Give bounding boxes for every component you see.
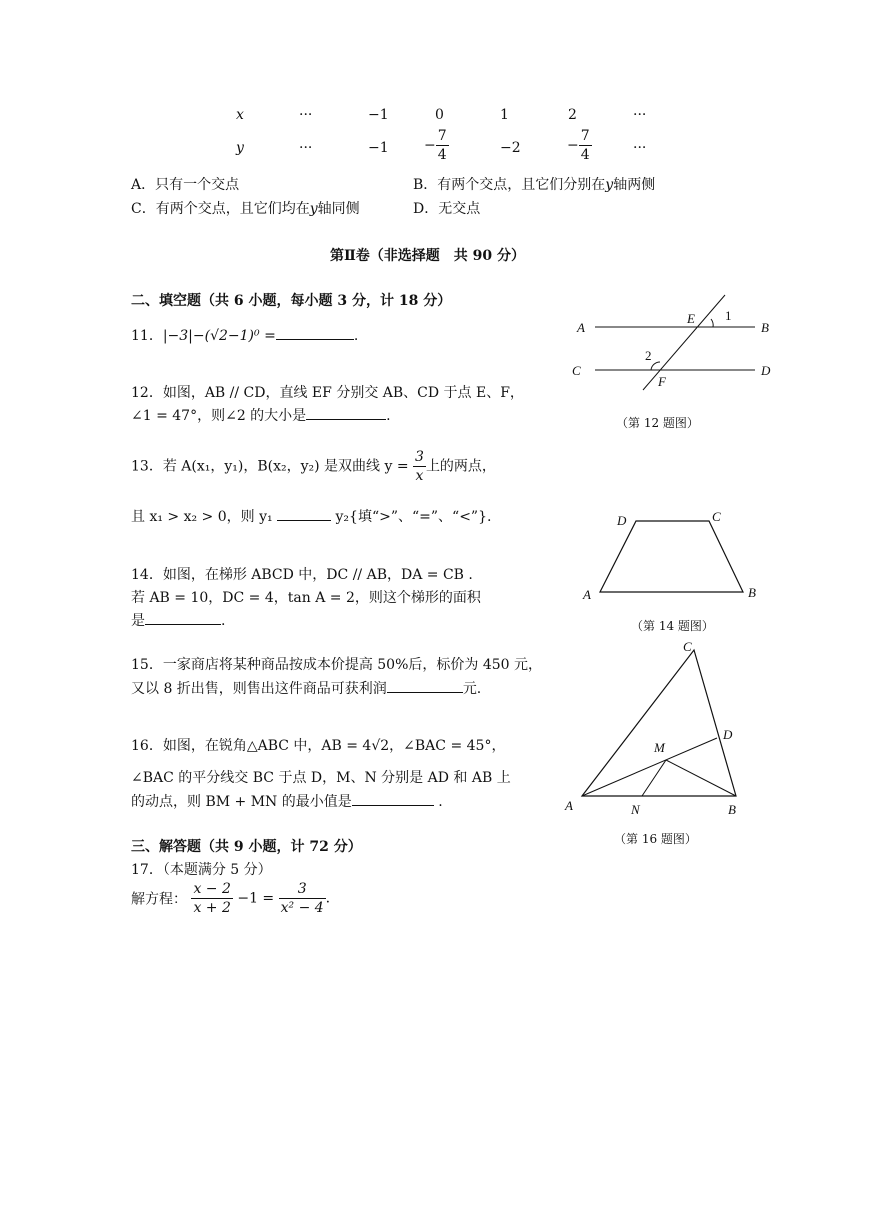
- label-n: N: [631, 802, 640, 817]
- section3-title: 三、解答题（共 9 小题，计 72 分）: [131, 839, 362, 855]
- q17-equation: [131, 882, 330, 915]
- q13-line2-text: 且 x₁ > x₂ > 0，则 y₁: [131, 509, 273, 525]
- q17-f1-den: x + 2: [193, 900, 231, 916]
- q13-frac-den: x: [415, 468, 424, 484]
- choice-b-text: B．有两个交点，且它们分别在: [413, 177, 606, 193]
- label-m: M: [654, 740, 665, 755]
- q16-line1: 16．如图，在锐角△ABC 中，AB = 4√2，∠BAC = 45°，: [131, 738, 506, 754]
- label-angle-2: 2: [645, 348, 652, 363]
- q14-line2: 若 AB = 10，DC = 4，tan A = 2，则这个梯形的面积: [131, 590, 481, 606]
- table-cell: 0: [435, 107, 444, 123]
- choice-d: D．无交点: [413, 201, 481, 217]
- q13-frac-num: 3: [415, 449, 424, 465]
- q16-end: .: [438, 794, 443, 810]
- q16-answer-blank[interactable]: [352, 791, 434, 806]
- label-b: B: [748, 585, 756, 600]
- q13-line2-end: {填“>”、“=”、“<”}.: [349, 509, 492, 525]
- q14-caption: （第 14 题图）: [631, 619, 714, 633]
- table-cell: −1: [368, 140, 389, 156]
- q13-answer-blank[interactable]: [277, 506, 331, 521]
- label-a: A: [565, 798, 573, 813]
- q16-caption: （第 16 题图）: [614, 832, 697, 846]
- table-cell: −1: [368, 107, 389, 123]
- label-a: A: [583, 587, 591, 602]
- table-y-label: y: [236, 140, 244, 156]
- neg-sign: −: [424, 137, 436, 154]
- q15-line1: 15．一家商店将某种商品按成本价提高 50%后，标价为 450 元，: [131, 657, 543, 673]
- label-d: D: [761, 363, 771, 378]
- figure-14: [575, 505, 775, 605]
- label-d: D: [617, 513, 627, 528]
- label-e: E: [687, 311, 695, 326]
- q12-line1: 12．如图，AB // CD，直线 EF 分别交 AB、CD 于点 E、F，: [131, 385, 524, 401]
- choice-b-text-end: 轴两侧: [613, 177, 656, 193]
- choice-c-text: C．有两个交点，且它们均在: [131, 201, 310, 217]
- q13-y2: y₂: [335, 509, 350, 525]
- table-cell: 2: [568, 107, 577, 123]
- section2-title: 二、填空题（共 6 小题，每小题 3 分，计 18 分）: [131, 293, 452, 309]
- table-cell: [567, 129, 592, 162]
- q17-middle: −1 =: [237, 890, 275, 907]
- angle-1-arc: [711, 319, 713, 327]
- segment-bm: [666, 760, 736, 796]
- neg-sign: −: [567, 137, 579, 154]
- choice-b-var: y: [605, 177, 614, 193]
- q15-line2: [131, 678, 481, 698]
- table-cell: −2: [500, 140, 521, 156]
- figure-12: [565, 290, 785, 395]
- choice-c: [131, 198, 360, 218]
- label-c: C: [683, 639, 692, 654]
- label-b: B: [761, 320, 769, 335]
- q15-line2-end: 元.: [462, 681, 482, 697]
- q17-prefix: 解方程：: [131, 891, 187, 908]
- q11-answer-blank[interactable]: [276, 325, 354, 340]
- table-cell: ···: [299, 140, 313, 156]
- bisector-ad: [582, 738, 717, 796]
- table-cell: 1: [500, 107, 509, 123]
- q17-f2-den: x² − 4: [280, 900, 324, 916]
- angle-2-arc: [651, 362, 660, 370]
- q12-caption: （第 12 题图）: [616, 416, 699, 430]
- choice-a: A．只有一个交点: [131, 177, 240, 193]
- q17-f1-num: x − 2: [193, 881, 231, 897]
- q11: [131, 325, 358, 345]
- label-d: D: [723, 727, 733, 742]
- q16-line3: [131, 791, 443, 811]
- q14-answer-blank[interactable]: [145, 610, 221, 625]
- label-b: B: [728, 802, 736, 817]
- q16-line3-text: 的动点，则 BM + MN 的最小值是: [131, 794, 352, 810]
- q12-line2-text: ∠1 = 47°，则∠2 的大小是: [131, 408, 307, 424]
- q11-expression: |−3|−(√2−1)⁰ =: [162, 328, 276, 344]
- q13-line2: [131, 506, 491, 526]
- label-angle-1: 1: [725, 308, 732, 323]
- q17-title: 17．（本题满分 5 分）: [131, 862, 272, 878]
- label-c: C: [712, 509, 721, 524]
- q11-number: 11．: [131, 328, 163, 344]
- q15-line2-text: 又以 8 折出售，则售出这件商品可获利润: [131, 681, 387, 697]
- label-f: F: [658, 374, 666, 389]
- q17-end: .: [325, 890, 331, 907]
- fraction-seven-fourths: $\frac{7}{4}$: [437, 128, 447, 163]
- line-ef: [643, 295, 725, 390]
- q11-end: .: [353, 328, 359, 344]
- choice-c-text-end: 轴同侧: [317, 201, 360, 217]
- q12-answer-blank[interactable]: [306, 405, 386, 420]
- q12-end: .: [386, 408, 391, 424]
- triangle-abc: [582, 650, 736, 796]
- choice-b: [413, 174, 655, 194]
- q17-f2-num: 3: [279, 882, 326, 899]
- table-cell: ···: [633, 107, 647, 123]
- part2-title: 第Ⅱ卷（非选择题 共 90 分）: [330, 248, 526, 264]
- q14-line3-text: 是: [131, 613, 145, 629]
- choice-c-var: y: [309, 201, 318, 217]
- fraction-seven-fourths: $\frac{7}{4}$: [580, 128, 590, 163]
- table-cell: [424, 129, 449, 162]
- q14-line3: [131, 610, 225, 630]
- trapezoid-abcd: [600, 521, 743, 592]
- figure-16: [560, 636, 760, 821]
- table-cell: ···: [299, 107, 313, 123]
- q13-fraction: [413, 450, 426, 483]
- table-x-label: x: [236, 107, 244, 123]
- q14-end: .: [221, 613, 226, 629]
- q12-line2: [131, 405, 391, 425]
- q16-line2: ∠BAC 的平分线交 BC 于点 D，M、N 分别是 AD 和 AB 上: [131, 770, 511, 786]
- table-cell: ···: [633, 140, 647, 156]
- q13-line1: [131, 450, 496, 483]
- q17-fraction-1: [191, 882, 232, 915]
- q13-line1-end: 上的两点，: [425, 458, 496, 475]
- q14-line1: 14．如图，在梯形 ABCD 中，DC // AB，DA = CB .: [131, 567, 473, 583]
- label-c: C: [572, 363, 581, 378]
- q17-fraction-2: [279, 882, 326, 915]
- q15-answer-blank[interactable]: [387, 678, 463, 693]
- label-a: A: [577, 320, 585, 335]
- q13-line1-text: 13．若 A(x₁，y₁)，B(x₂，y₂) 是双曲线 y =: [131, 458, 409, 475]
